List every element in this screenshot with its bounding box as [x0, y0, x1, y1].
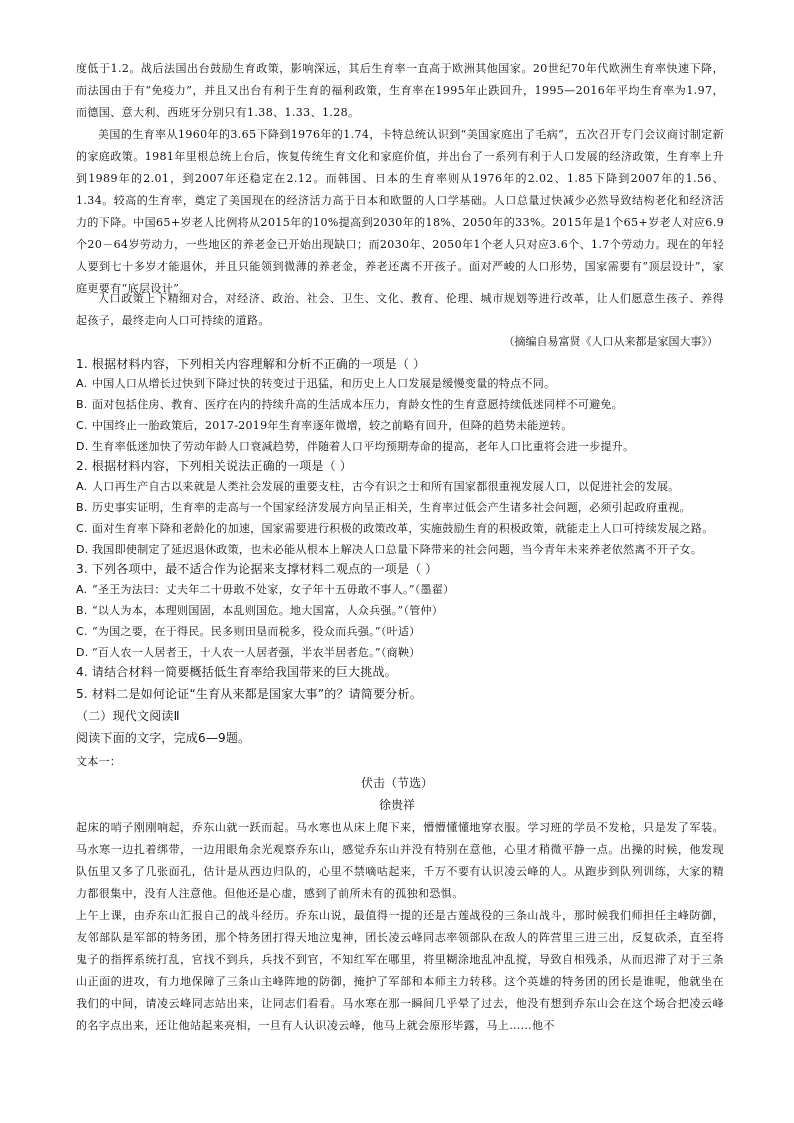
question-3-option-d: D. “百人农一人居者王，十人农一人居者强，半农半居者危。”（商鞅） — [76, 646, 421, 659]
option-text: “百人农一人居者王，十人农一人居者强，半农半居者危。”（商鞅） — [92, 646, 421, 659]
section-instruction: 阅读下面的文字，完成6—9题。 — [76, 731, 251, 745]
question-1-option-c: C. 中国终止一胎政策后，2017-2019年生育率逐年微增，较之前略有回升，但降的趋势未能逆转。 — [76, 419, 573, 432]
question-3-stem: 3. 下列各项中，最不适合作为论据来支撑材料二观点的一项是（ ） — [76, 562, 438, 576]
question-2-option-a: A. 人口再生产自古以来就是人类社会发展的重要支柱，古今有识之士和所有国家都很重视发展人口，以促进社会的发展。 — [76, 480, 680, 493]
question-1-option-d: D. 生育率低迷加快了劳动年龄人口衰减趋势，伴随着人口平均预期寿命的提高，老年人口比重将会进一步提升。 — [76, 440, 635, 453]
option-text: “以人为本，本理则国固，本乱则国危。地大国富，人众兵强。”（管仲） — [92, 604, 444, 617]
option-text: 生育率低迷加快了劳动年龄人口衰减趋势，伴随着人口平均预期寿命的提高，老年人口比重将会进一步提升。 — [92, 440, 635, 453]
story-paragraph-1: 起床的哨子刚刚响起，乔东山就一跃而起。马水寒也从床上爬下来，懵懵懂懂地穿衣服。学习班的学员不发枪，只是发了军装。马水寒一边扎着绑带，一边用眼角余光观察乔东山，感觉乔东山并没有特别在意他，心里才稍微平静一点。出操的时候，他发现队伍里又多了几张面孔，估计是从西边归队的，心里不禁嘀咕起来，千万不要有认识凌云峰的人。从跑步到队列训练，大家的精力都很集中，没有人注意他。但他还是心虚，感到了前所未有的孤独和恐惧。 — [76, 821, 724, 900]
story-paragraph-2: 上午上课，由乔东山汇报自己的战斗经历。乔东山说，最值得一提的还是古莲战役的三条山战斗，那时候我们师担任主峰防御，友邻部队是军部的特务团，那个特务团打得天地泣鬼神，团长凌云峰同志率领部队在敌人的阵营里三进三出，反复砍杀，直至将鬼子的指挥系统打乱，官找不到兵，兵找不到官，不知红军在哪里，将里糊涂地乱冲乱搅，导致自相残杀，从而迟滞了对于三条山正面的进攻，有力地保障了三条山主峰阵地的防御，掩护了军部和本师主力转移。这个英雄的特务团的团长是谁呢，他就坐在我们的中间，请凌云峰同志站出来，让同志们看看。马水寒在那一瞬间几乎晕了过去，他没有想到乔东山会在这个场合把凌云峰的名字点出来，还让他站起来亮相，一旦有人认识凌云峰，他马上就会原形毕露，马上……他不 — [76, 909, 724, 1032]
source-citation: （摘编自易富贤《人口从来都是家国大事》） — [503, 335, 718, 348]
option-text: “圣王为法曰：丈夫年二十毋敢不处家，女子年十五毋敢不事人。”（墨翟） — [92, 583, 455, 596]
question-2-option-c: C. 面对生育率下降和老龄化的加速，国家需要进行积极的政策改革，实施鼓励生育的积极政策，就能走上人口可持续发展之路。 — [76, 522, 714, 535]
question-3-option-c: C. “为国之要，在于得民。民多则田垦而税多，役众而兵强。”（叶适） — [76, 625, 421, 638]
question-1-option-b: B. 面对包括住房、教育、医疗在内的持续升高的生活成本压力，育龄女性的生育意愿持续低迷同样不可避免。 — [76, 398, 624, 411]
question-2-option-b: B. 历史事实证明，生育率的走高与一个国家经济发展方向呈正相关，生育率过低会产生诸多社会问题，必须引起政府重视。 — [76, 501, 691, 514]
option-text: 面对生育率下降和老龄化的加速，国家需要进行积极的政策改革，实施鼓励生育的积极政策，就能走上人口可持续发展之路。 — [92, 522, 714, 535]
text1-paragraph-1: 度低于1.2。战后法国出台鼓励生育政策，影响深远，其后生育率一直高于欧洲其他国家。20世纪70年代欧洲生育率快速下降，而法国由于有“免疫力”，并且又出台有利于生育的福利政策，生育率在1995年止跌回升，1995—2016年平均生育率为1.97，而德国、意大利、西班牙分别只有1.38、1.33、1.28。 — [76, 62, 724, 119]
question-4: 4. 请结合材料一简要概括低生育率给我国带来的巨大挑战。 — [76, 665, 397, 679]
question-2-stem: 2. 根据材料内容，下列相关说法正确的一项是（ ） — [76, 459, 353, 473]
question-2-option-d: D. 我国即使制定了延迟退休政策，也未必能从根本上解决人口总量下降带来的社会问题，当今青年未来养老依然离不开子女。 — [76, 543, 703, 556]
option-text: 历史事实证明，生育率的走高与一个国家经济发展方向呈正相关，生育率过低会产生诸多社会问题，必须引起政府重视。 — [92, 501, 691, 514]
option-text: 中国终止一胎政策后，2017-2019年生育率逐年微增，较之前略有回升，但降的趋势未能逆转。 — [92, 419, 573, 432]
text1-paragraph-2: 美国的生育率从1960年的3.65下降到1976年的1.74，卡特总统认识到“美国家庭出了毛病”，五次召开专门会议商讨制定新的家庭政策。1981年里根总统上台后，恢复传统生育文化和家庭价值，并出台了一系列有利于人口发展的经济政策，生育率上升到1989年的2.01，到2007年还稳定在2.12。而韩国、日本的生育率则从1976年的2.02、1.85下降到2007年的1.56、1.34。较高的生育率，奠定了美国现在的经济活力高于日本和欧盟的人口学基础。人口总量过快减少必然导致结构老化和经济活力的下降。中国65+岁老人比例将从2015年的10%提高到2030年的18%、2050年的33%。2015年是1个65+岁老人对应6.9个20－64岁劳动力，一些地区的养老金已开始出现缺口；而2030年、2050年1个老人只对应3.6个、1.7个劳动力。现在的年轻人要到七十多岁才能退休，并且只能领到微薄的养老金，养老还离不开孩子。面对严峻的人口形势，国家需要有“顶层设计”，家庭更要有“底层设计”。 — [76, 128, 724, 295]
question-5: 5. 材料二是如何论证“生育从来都是国家大事”的？请简要分析。 — [76, 687, 422, 701]
question-1-stem: 1. 根据材料内容，下列相关内容理解和分析不正确的一项是（ ） — [76, 357, 426, 371]
option-text: 中国人口从增长过快到下降过快的转变过于迅猛，和历史上人口发展是缓慢变量的特点不同。 — [92, 377, 556, 390]
question-3-option-b: B. “以人为本，本理则国固，本乱则国危。地大国富，人众兵强。”（管仲） — [76, 604, 444, 617]
option-text: 人口再生产自古以来就是人类社会发展的重要支柱，古今有识之士和所有国家都很重视发展人口，以促进社会的发展。 — [92, 480, 680, 493]
story-author: 徐贵祥 — [378, 798, 415, 812]
text-label: 文本一： — [76, 755, 122, 768]
text1-paragraph-3: 人口政策上下精细对合，对经济、政治、社会、卫生、文化、教育、伦理、城市规划等进行改革，让人们愿意生孩子、养得起孩子，最终走向人口可持续的道路。 — [76, 292, 724, 327]
option-text: 我国即使制定了延迟退休政策，也未必能从根本上解决人口总量下降带来的社会问题，当今青年未来养老依然离不开子女。 — [92, 543, 703, 556]
option-text: 面对包括住房、教育、医疗在内的持续升高的生活成本压力，育龄女性的生育意愿持续低迷同样不可避免。 — [92, 398, 624, 411]
question-3-option-a: A. “圣王为法曰：丈夫年二十毋敢不处家，女子年十五毋敢不事人。”（墨翟） — [76, 583, 455, 596]
story-title: 伏击（节选） — [360, 776, 433, 790]
question-1-option-a: A. 中国人口从增长过快到下降过快的转变过于迅猛，和历史上人口发展是缓慢变量的特点不同。 — [76, 377, 556, 390]
option-text: “为国之要，在于得民。民多则田垦而税多，役众而兵强。”（叶适） — [92, 625, 421, 638]
section-heading: （二）现代文阅读Ⅱ — [76, 709, 180, 723]
